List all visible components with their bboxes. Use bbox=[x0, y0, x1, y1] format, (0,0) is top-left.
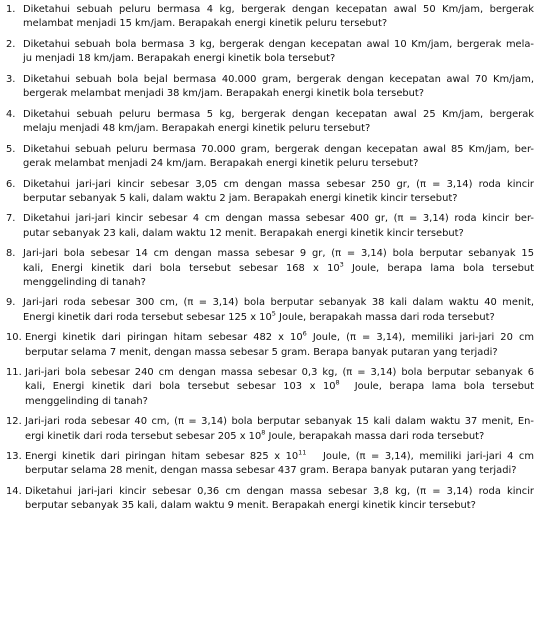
question-line-text: berputar selama 7 menit, dengan massa sebesar 5 gram. Berapa banyak putaran yang terjadi? bbox=[25, 346, 498, 358]
question-line-text: bergerak melambat menjadi 38 km/jam. Berapakah energi kinetik bola tersebut? bbox=[23, 88, 425, 100]
question-line bbox=[23, 157, 534, 171]
question-line-text: ju menjadi 18 km/jam. Berapakah energi kinetik bola tersebut? bbox=[23, 53, 336, 65]
question-item bbox=[6, 485, 534, 513]
question-number: 13. bbox=[6, 451, 22, 463]
question-line-text: menggelinding di tanah? bbox=[25, 395, 148, 407]
question-number: 3. bbox=[6, 73, 16, 85]
question-line-text: Diketahui sebuah bola bermasa 3 kg, bergerak dengan kecepatan awal 10 Km/jam, bergerak mela- bbox=[23, 38, 534, 50]
question-text bbox=[23, 178, 534, 206]
question-line-text: kali, Energi kinetik dari bola tersebut sebesar 168 x 10 bbox=[23, 262, 340, 274]
question-number: 14. bbox=[6, 486, 22, 498]
question-number: 7. bbox=[6, 213, 16, 225]
question-line-text: Jari-jari bola sebesar 14 cm dengan massa sebesar 9 gr, (π = 3,14) bola berputar sebanyak 15 bbox=[23, 248, 534, 260]
question-number: 1. bbox=[6, 4, 16, 15]
question-item bbox=[6, 108, 534, 136]
question-line bbox=[23, 3, 534, 17]
question-line bbox=[23, 17, 534, 31]
question-line bbox=[23, 38, 534, 52]
question-line-text: Diketahui jari-jari kincir sebesar 3,05 cm dengan massa sebesar 250 gr, (π = 3,14) roda kincir bbox=[23, 178, 534, 190]
question-line-text: Energi kinetik dari piringan hitam sebesar 482 x 10 bbox=[25, 332, 303, 344]
question-line-text: Diketahui sebuah bola bejal bermasa 40.000 gram, bergerak dengan kecepatan awal 70 Km/jam, bbox=[23, 73, 534, 85]
question-line-text: Diketahui jari-jari kincir sebesar 0,36 cm dengan massa sebesar 3,8 kg, (π = 3,14) roda kincir bbox=[25, 486, 534, 498]
question-item bbox=[6, 38, 534, 66]
question-line-text: berputar sebanyak 35 kali, dalam waktu 9 menit. Berapakah energi kinetik kincir tersebut? bbox=[25, 500, 476, 512]
question-line bbox=[23, 143, 534, 157]
exponent: 8 bbox=[335, 379, 340, 388]
question-line-continuation: Joule, berapakah massa dari roda tersebut? bbox=[275, 311, 495, 323]
question-item bbox=[6, 178, 534, 206]
question-number: 4. bbox=[6, 108, 16, 120]
question-list bbox=[6, 3, 534, 514]
question-line-continuation: Joule, berapa lama bola tersebut bbox=[339, 381, 534, 393]
question-line-text: kali, Energi kinetik dari bola tersebut sebesar 103 x 10 bbox=[25, 381, 336, 393]
question-line bbox=[25, 415, 534, 429]
question-number: 6. bbox=[6, 178, 16, 190]
question-line bbox=[25, 450, 534, 464]
question-item bbox=[6, 296, 534, 324]
question-line bbox=[23, 296, 534, 310]
question-text bbox=[25, 485, 534, 513]
question-number: 12. bbox=[6, 416, 22, 428]
question-line bbox=[23, 276, 534, 290]
question-line bbox=[23, 87, 534, 101]
question-line-text: melaju menjadi 48 km/jam. Berapakah energi kinetik peluru tersebut? bbox=[23, 122, 371, 134]
question-line bbox=[23, 178, 534, 192]
question-line bbox=[25, 485, 534, 499]
question-line-continuation: Joule, berapakah massa dari roda tersebut? bbox=[265, 430, 485, 442]
question-line-text: Diketahui jari-jari kincir sebesar 4 cm dengan massa sebesar 400 gr, (π = 3,14) roda kincir ber- bbox=[23, 213, 534, 225]
question-line bbox=[25, 430, 534, 444]
question-line-continuation: Joule, (π = 3,14), memiliki jari-jari 4 cm bbox=[306, 451, 534, 463]
question-line-text: gerak melambat menjadi 24 km/jam. Berapakah energi kinetik peluru tersebut? bbox=[23, 157, 419, 169]
question-number: 11. bbox=[6, 367, 22, 379]
question-line-text: putar sebanyak 23 kali, dalam waktu 12 menit. Berapakah energi kinetik kincir tersebut? bbox=[23, 227, 464, 239]
question-text bbox=[25, 331, 534, 359]
question-line bbox=[25, 499, 534, 513]
question-line bbox=[23, 73, 534, 87]
exponent: 3 bbox=[339, 260, 344, 269]
question-line bbox=[25, 464, 534, 478]
question-line-text: Diketahui sebuah peluru bermasa 70.000 gram, bergerak dengan kecepatan awal 85 Km/jam, ber- bbox=[23, 143, 534, 155]
question-line bbox=[23, 247, 534, 261]
question-item bbox=[6, 143, 534, 171]
question-line-text: Diketahui sebuah peluru bermasa 5 kg, bergerak dengan kecepatan awal 25 Km/jam, bergerak bbox=[23, 108, 534, 120]
exponent: 5 bbox=[271, 309, 276, 318]
question-line bbox=[23, 227, 534, 241]
question-text bbox=[23, 296, 534, 324]
question-line-text: berputar sebanyak 5 kali, dalam waktu 2 jam. Berapakah energi kinetik kincir tersebut? bbox=[23, 192, 458, 204]
question-line bbox=[23, 108, 534, 122]
question-number: 10. bbox=[6, 332, 22, 344]
question-text bbox=[23, 3, 534, 31]
question-text bbox=[23, 247, 534, 290]
question-line-text: Jari-jari bola sebesar 240 cm dengan massa sebesar 0,3 kg, (π = 3,14) bola berputar sebanyak 6 bbox=[25, 367, 534, 379]
question-line bbox=[25, 331, 534, 345]
question-line-text: Energi kinetik dari piringan hitam sebesar 825 x 10 bbox=[25, 451, 299, 463]
question-line bbox=[23, 262, 534, 276]
question-line bbox=[23, 212, 534, 226]
question-number: 2. bbox=[6, 38, 16, 50]
question-line-text: Jari-jari roda sebesar 300 cm, (π = 3,14) bola berputar sebanyak 38 kali dalam waktu 40 menit, bbox=[23, 297, 534, 309]
question-text bbox=[23, 38, 534, 66]
question-line-text: Energi kinetik dari roda tersebut sebesar 125 x 10 bbox=[23, 311, 272, 323]
exponent: 8 bbox=[261, 428, 266, 437]
question-text bbox=[23, 212, 534, 240]
question-line-text: Jari-jari roda sebesar 40 cm, (π = 3,14) bola berputar sebanyak 15 kali dalam waktu 37 menit, En- bbox=[25, 416, 534, 428]
question-line bbox=[25, 346, 534, 360]
question-item bbox=[6, 331, 534, 359]
question-line bbox=[25, 380, 534, 394]
question-number: 9. bbox=[6, 297, 16, 309]
question-number: 5. bbox=[6, 143, 16, 155]
question-item bbox=[6, 247, 534, 290]
question-text bbox=[25, 415, 534, 443]
exponent: 6 bbox=[302, 330, 307, 339]
exponent: 11 bbox=[298, 448, 307, 457]
question-item bbox=[6, 3, 534, 31]
question-item bbox=[6, 450, 534, 478]
question-line-text: melambat menjadi 15 km/jam. Berapakah energi kinetik peluru tersebut? bbox=[23, 18, 388, 30]
question-line bbox=[25, 395, 534, 409]
question-line bbox=[23, 192, 534, 206]
question-item bbox=[6, 415, 534, 443]
question-item bbox=[6, 212, 534, 240]
question-text bbox=[23, 108, 534, 136]
question-number: 8. bbox=[6, 248, 16, 260]
question-line-text: menggelinding di tanah? bbox=[23, 276, 146, 288]
question-text bbox=[23, 143, 534, 171]
question-line bbox=[23, 52, 534, 66]
question-line bbox=[23, 311, 534, 325]
question-line-text: ergi kinetik dari roda tersebut sebesar 205 x 10 bbox=[25, 430, 262, 442]
question-line bbox=[25, 366, 534, 380]
question-line-text: berputar selama 28 menit, dengan massa sebesar 437 gram. Berapa banyak putaran yang terjadi? bbox=[25, 465, 517, 477]
question-item bbox=[6, 366, 534, 409]
question-line-text: Diketahui sebuah peluru bermasa 4 kg, bergerak dengan kecepatan awal 50 Km/jam, bergerak bbox=[23, 4, 534, 15]
question-text bbox=[25, 450, 534, 478]
question-text bbox=[23, 73, 534, 101]
question-line-continuation: Joule, (π = 3,14), memiliki jari-jari 20 cm bbox=[306, 332, 534, 344]
question-text bbox=[25, 366, 534, 409]
question-item bbox=[6, 73, 534, 101]
question-line bbox=[23, 122, 534, 136]
question-line-continuation: Joule, berapa lama bola tersebut bbox=[343, 262, 534, 274]
